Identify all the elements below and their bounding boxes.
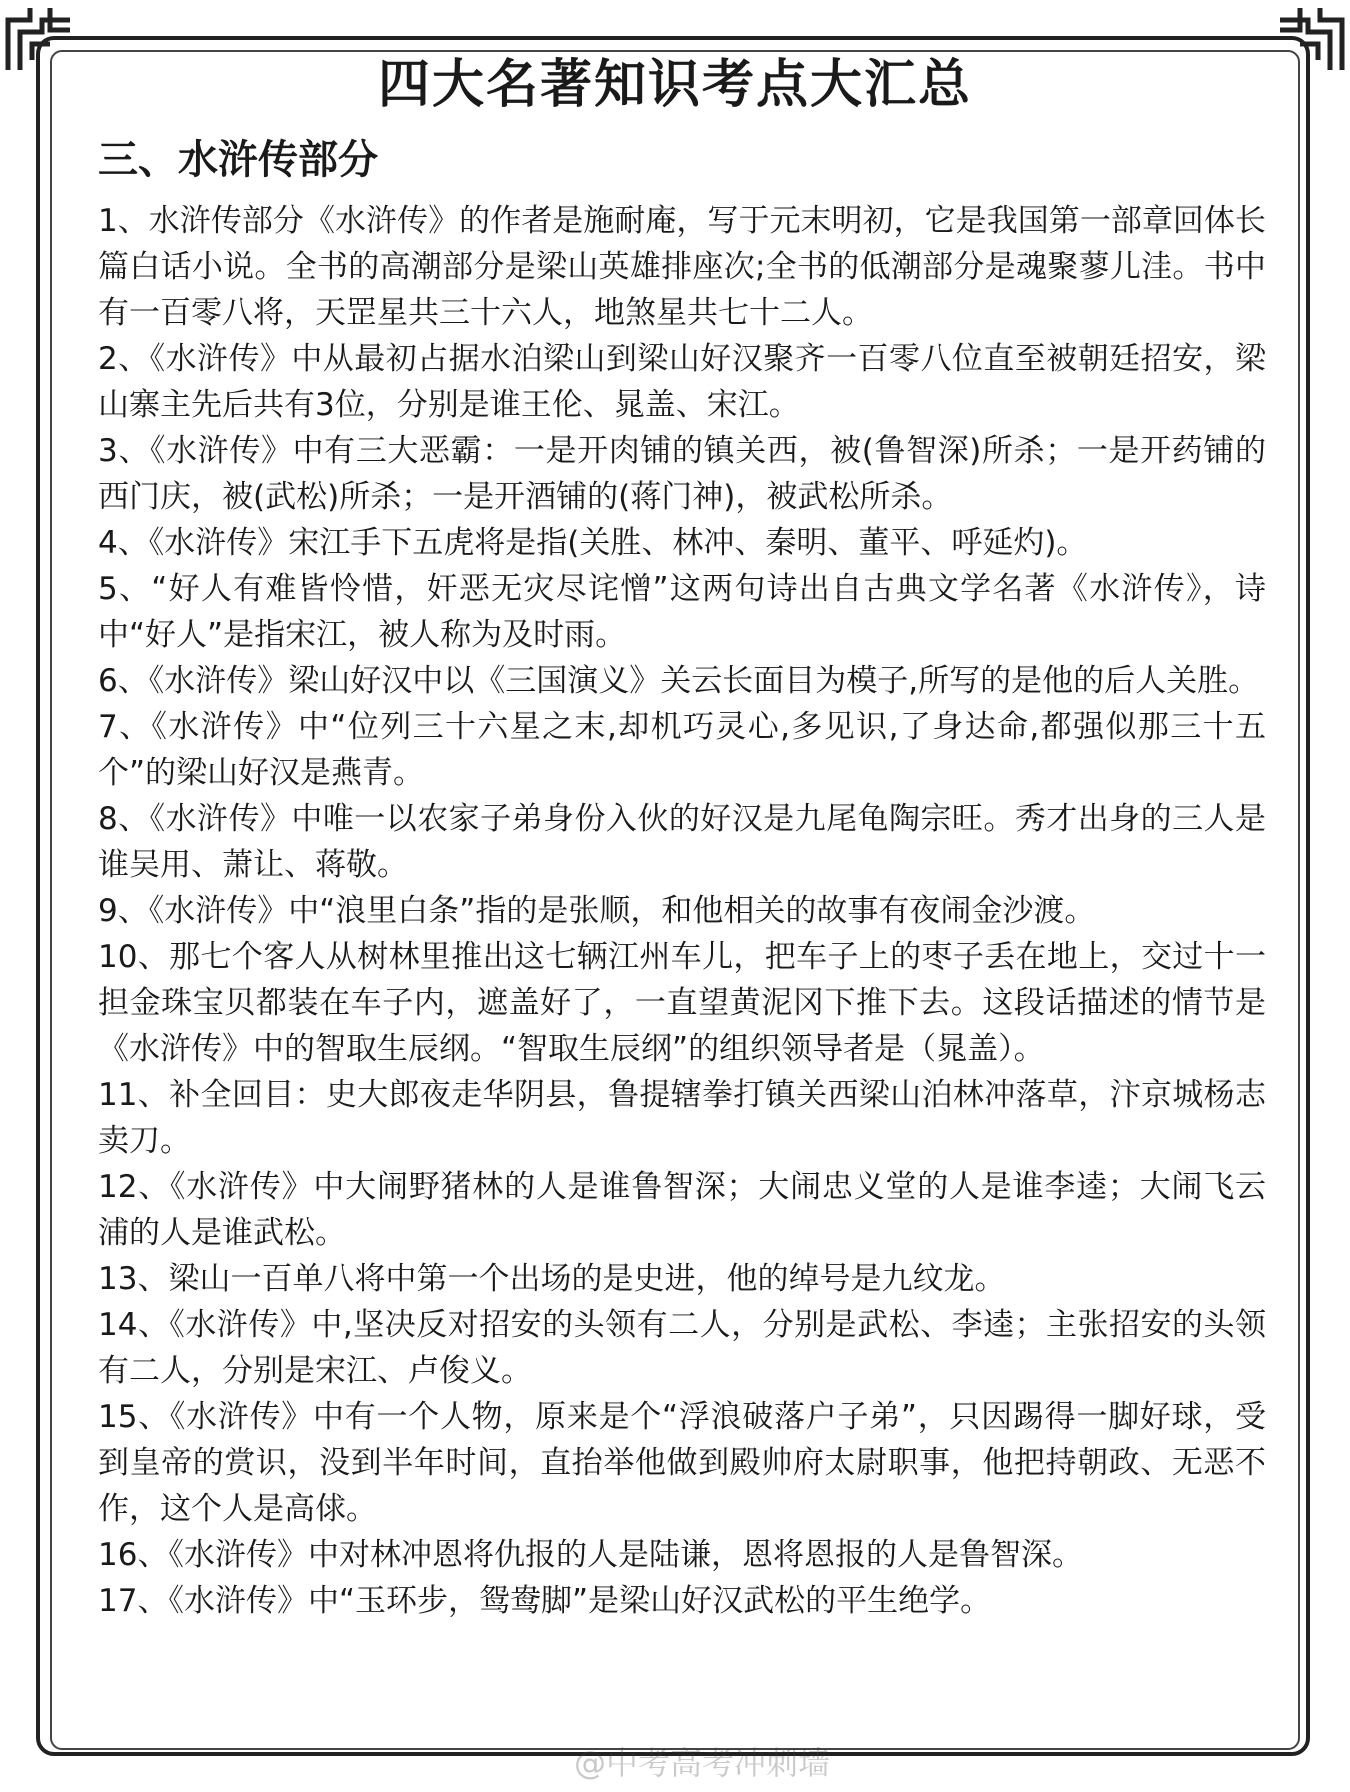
knowledge-point-10: 10、那七个客人从树林里推出这七辆江州车儿，把车子上的枣子丢在地上，交过十一担金珠宝贝都装在车子内，遮盖好了，一直望黄泥冈下推下去。这段话描述的情节是《水浒传》中的智取生辰纲。“智取生辰纲”的组织领导者是（晁盖）。 — [98, 939, 1266, 1067]
knowledge-point-12: 12、《水浒传》中大闹野猪林的人是谁鲁智深；大闹忠义堂的人是谁李逵；大闹飞云浦的人是谁武松。 — [98, 1169, 1266, 1251]
knowledge-point-14: 14、《水浒传》中,坚决反对招安的头领有二人，分别是武松、李逵；主张招安的头领有二人，分别是宋江、卢俊义。 — [98, 1307, 1266, 1389]
knowledge-point-4: 4、《水浒传》宋江手下五虎将是指(关胜、林冲、秦明、董平、呼延灼)。 — [98, 525, 1088, 561]
watermark: @中考高考冲刺墙 — [573, 1744, 830, 1782]
knowledge-point-11: 11、补全回目：史大郎夜走华阴县，鲁提辖拳打镇关西梁山泊林冲落草，汴京城杨志卖刀。 — [98, 1077, 1266, 1159]
knowledge-point-5: 5、“好人有难皆怜惜，奸恶无灾尽诧憎”这两句诗出自古典文学名著《水浒传》，诗中“好人”是指宋江，被人称为及时雨。 — [98, 571, 1266, 653]
knowledge-point-8: 8、《水浒传》中唯一以农家子弟身份入伙的好汉是九尾龟陶宗旺。秀才出身的三人是谁吴用、萧让、蒋敬。 — [98, 801, 1266, 883]
section-heading: 三、水浒传部分 — [98, 136, 378, 183]
knowledge-point-3: 3、《水浒传》中有三大恶霸：一是开肉铺的镇关西，被(鲁智深)所杀；一是开药铺的西门庆，被(武松)所杀；一是开酒铺的(蒋门神)，被武松所杀。 — [98, 433, 1266, 515]
knowledge-point-6: 6、《水浒传》梁山好汉中以《三国演义》关云长面目为模子,所写的是他的后人关胜。 — [98, 663, 1260, 699]
page-title: 四大名著知识考点大汇总 — [377, 54, 972, 115]
knowledge-point-1: 1、水浒传部分《水浒传》的作者是施耐庵，写于元末明初，它是我国第一部章回体长篇白话小说。全书的高潮部分是梁山英雄排座次;全书的低潮部分是魂聚蓼儿洼。书中有一百零八将，天罡星共三十六人，地煞星共七十二人。 — [98, 203, 1266, 331]
knowledge-point-7: 7、《水浒传》中“位列三十六星之末,却机巧灵心,多见识,了身达命,都强似那三十五个”的梁山好汉是燕青。 — [98, 709, 1266, 791]
knowledge-point-list — [98, 198, 1266, 1624]
knowledge-point-13: 13、梁山一百单八将中第一个出场的是史进，他的绰号是九纹龙。 — [98, 1261, 1006, 1297]
knowledge-point-15: 15、《水浒传》中有一个人物，原来是个“浮浪破落户子弟”，只因踢得一脚好球，受到皇帝的赏识，没到半年时间，直抬举他做到殿帅府太尉职事，他把持朝政、无恶不作，这个人是高俅。 — [98, 1399, 1266, 1527]
knowledge-point-9: 9、《水浒传》中“浪里白条”指的是张顺，和他相关的故事有夜闹金沙渡。 — [98, 893, 1096, 929]
knowledge-point-2: 2、《水浒传》中从最初占据水泊梁山到梁山好汉聚齐一百零八位直至被朝廷招安，梁山寨主先后共有3位，分别是谁王伦、晁盖、宋江。 — [98, 341, 1266, 423]
knowledge-point-17: 17、《水浒传》中“玉环步，鸳鸯脚”是梁山好汉武松的平生绝学。 — [98, 1583, 992, 1619]
knowledge-point-16: 16、《水浒传》中对林冲恩将仇报的人是陆谦，恩将恩报的人是鲁智深。 — [98, 1537, 1083, 1573]
